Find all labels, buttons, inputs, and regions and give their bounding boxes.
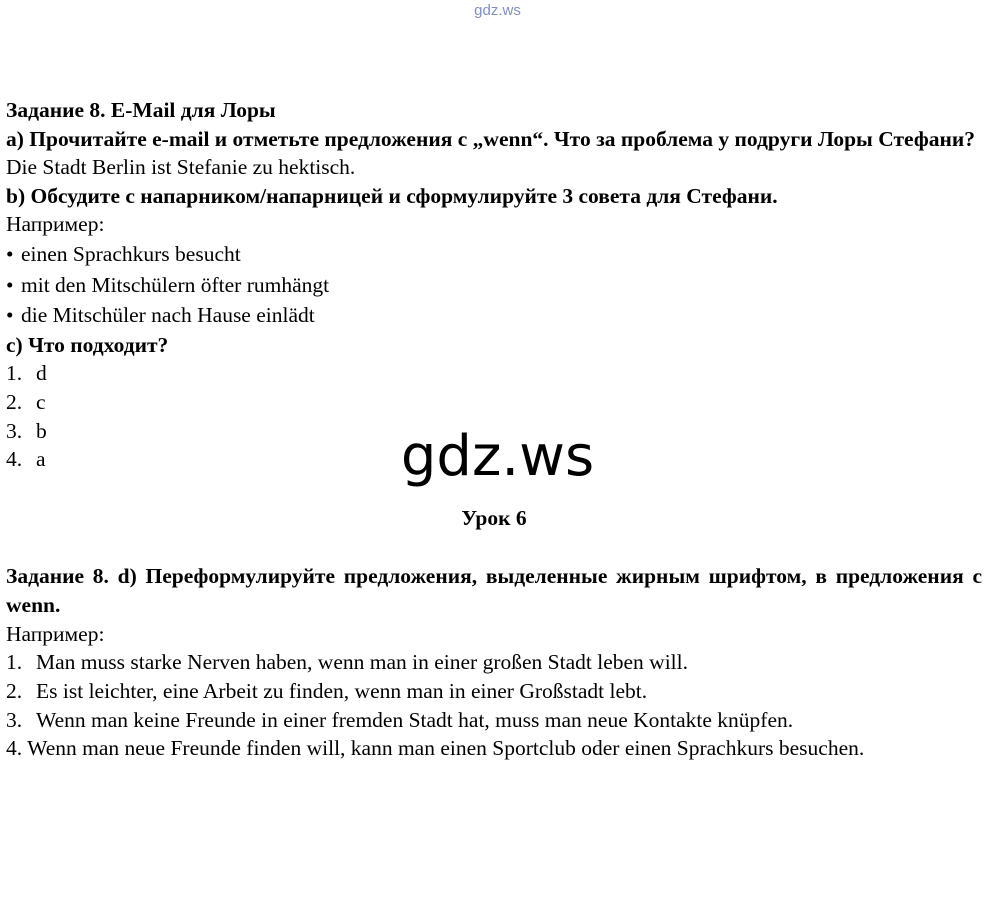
list-item-text: die Mitschüler nach Hause einlädt [21, 303, 315, 328]
bullet-icon: • [6, 272, 14, 297]
task-8b-question: b) Обсудите с напарником/напарницей и сформулируйте 3 совета для Стефани. [6, 183, 778, 208]
list-item-number: 1. [6, 361, 23, 386]
list-item-text: Man muss starke Nerven haben, wenn man in einer großen Stadt leben will. [36, 650, 688, 675]
list-item-text: c [36, 389, 46, 414]
list-item [6, 359, 982, 388]
list-item-number: 4. [6, 736, 23, 761]
task-8d-example-label: Например: [6, 621, 105, 646]
list-item-number: 2. [6, 389, 23, 414]
bullet-icon: • [6, 303, 14, 328]
list-item-text: a [36, 447, 46, 472]
list-item-text: einen Sprachkurs besucht [21, 241, 241, 266]
list-item-number: 4. [6, 447, 23, 472]
list-item-text: d [36, 361, 47, 386]
center-watermark: gdz.ws [400, 424, 595, 489]
list-item [6, 239, 982, 270]
list-item-number: 3. [6, 707, 23, 732]
list-item-text: Es ist leichter, eine Arbeit zu finden, wenn man in einer Großstadt lebt. [36, 678, 648, 703]
list-item-text: mit den Mitschülern öfter rumhängt [21, 272, 330, 297]
task-8a-answer: Die Stadt Berlin ist Stefanie zu hektisch. [6, 155, 356, 180]
list-item-text: Wenn man neue Freunde finden will, kann man einen Sportclub oder einen Sprachkurs besuchen. [27, 736, 865, 761]
list-item-number: 1. [6, 650, 23, 675]
task-8a-question: a) Прочитайте e-mail и отметьте предложения с „wenn“. Что за проблема у подруги Лоры Стефани? [6, 126, 975, 151]
list-item-number: 3. [6, 418, 23, 443]
list-item [6, 388, 982, 417]
list-item [6, 270, 982, 301]
bullet-icon: • [6, 241, 14, 266]
task-8-heading: Задание 8. E-Mail для Лоры [6, 98, 276, 122]
list-item [6, 300, 982, 331]
list-item [6, 677, 982, 706]
list-item [6, 706, 982, 735]
task-8b-example-label: Например: [6, 212, 105, 237]
list-item-text: b [36, 418, 47, 443]
task-8d-question: Задание 8. d) Переформулируйте предложения, выделенные жирным шрифтом, в предложения с wenn. [6, 564, 982, 617]
list-item [6, 734, 982, 763]
list-item-number: 2. [6, 678, 23, 703]
task-8b-bullet-list [6, 239, 982, 331]
task-8d-answer-list [6, 648, 982, 763]
list-item-text: Wenn man keine Freunde in einer fremden Stadt hat, muss man neue Kontakte knüpfen. [36, 707, 794, 732]
lesson-title: Урок 6 [461, 505, 527, 530]
task-8c-question: c) Что подходит? [6, 332, 169, 357]
top-watermark: gdz.ws [474, 2, 521, 19]
list-item [6, 648, 982, 677]
